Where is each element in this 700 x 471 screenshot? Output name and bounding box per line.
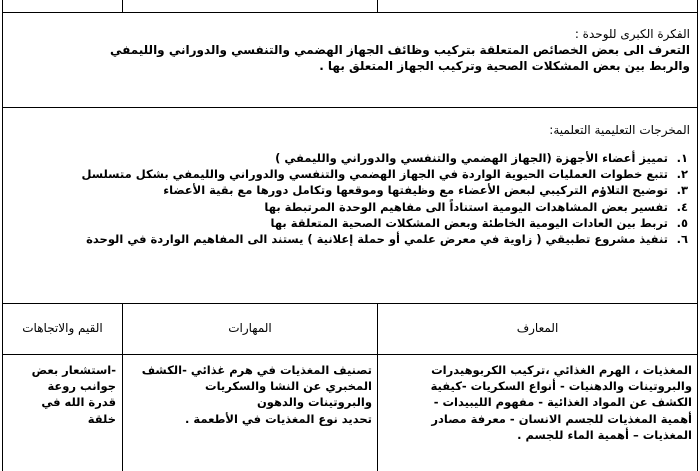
list-item [12,182,688,198]
item-text: تتبع خطوات العمليات الحيوية الواردة في الجهاز الهضمي والتنفسي والدوراني والليمفي بشكل متسلسل [81,167,668,182]
list-item [12,215,688,231]
header-knowledge: المعارف [516,321,559,335]
cell-line: والبروتينات والدهون [256,395,372,410]
item-number: ٥. [676,215,688,230]
big-idea-line: والربط بين بعض المشكلات الصحية وتركيب الجهاز المتعلق بها . [319,59,690,73]
big-idea-line: التعرف الى بعض الخصائص المتعلقة بتركيب وظائف الجهاز الهضمي والتنفسي والدوراني والليمفي [109,43,690,57]
list-item [12,150,688,166]
cell-line: خلقة [87,411,116,426]
item-text: توضيح التلاؤم التركيبي لبعض الأعضاء مع وظيفتها وموقعها وتكامل دورها مع بقية الأعضاء [163,183,668,198]
values-cell [8,362,116,427]
cell-line: الكشف عن المواد الغذائية - مفهوم الليبيدات - [433,395,692,410]
item-text: تربط بين العادات اليومية الخاطئة وبعض المشكلات الصحية المتعلقة بها [270,215,668,230]
cell-line: تصنيف المغذيات في هرم غذائي -الكشف [141,363,372,377]
knowledge-cell [387,362,692,443]
cell-line: أهمية المغذيات للجسم الانسان - معرفة مصادر [431,411,692,426]
item-number: ٣. [676,183,688,198]
header-values: القيم والاتجاهات [22,321,103,335]
table-header-bottom [2,354,698,355]
big-idea-section [10,26,690,74]
item-text: تمييز أعضاء الأجهزة (الجهاز الهضمي والتنفسي والدوراني والليمفي ) [275,151,668,165]
item-number: ٤. [676,199,688,214]
cell-line: -استشعار بعض [31,363,116,377]
outcomes-title: المخرجات التعليمية التعلمية: [549,123,690,137]
item-number: ١. [676,151,688,165]
cell-line: جوانب روعة [47,379,116,394]
skills-cell [128,362,372,427]
cell-line: المخبري عن النشا والسكريات [205,379,372,394]
cell-line: والبروتينات والدهنيات - أنواع السكريات -كيفية [430,379,692,394]
item-number: ٢. [676,167,688,182]
header-skills: المهارات [228,321,272,335]
table-left-border [2,0,3,471]
table-right-border [697,0,698,471]
top-strip-divider [377,0,378,12]
cell-line: قدرة الله في [41,395,116,410]
list-item [12,231,688,247]
list-item [12,199,688,215]
top-strip-divider [122,0,123,12]
cell-line: تحديد نوع المغذيات في الأطعمة . [185,411,372,426]
outcomes-list [12,150,688,247]
item-text: تفسير بعض المشاهدات اليومية استناداً الى مفاهيم الوحدة المرتبطة بها [264,199,668,214]
cell-line: المغذيات – أهمية الماء للجسم . [517,427,692,442]
cell-line: المغذيات ، الهرم الغذائي ،تركيب الكربوهيدرات [431,363,692,377]
table-top-border [2,12,698,13]
item-text: تنفيذ مشروع تطبيقي ( زاوية في معرض علمي أو حملة إعلانية ) يستند الى المفاهيم الواردة في الوحدة [86,232,668,247]
section-divider [2,107,698,108]
item-number: ٦. [676,232,688,247]
big-idea-title: الفكرة الكبرى للوحدة : [574,27,690,41]
section-divider [2,303,698,304]
list-item [12,166,688,182]
